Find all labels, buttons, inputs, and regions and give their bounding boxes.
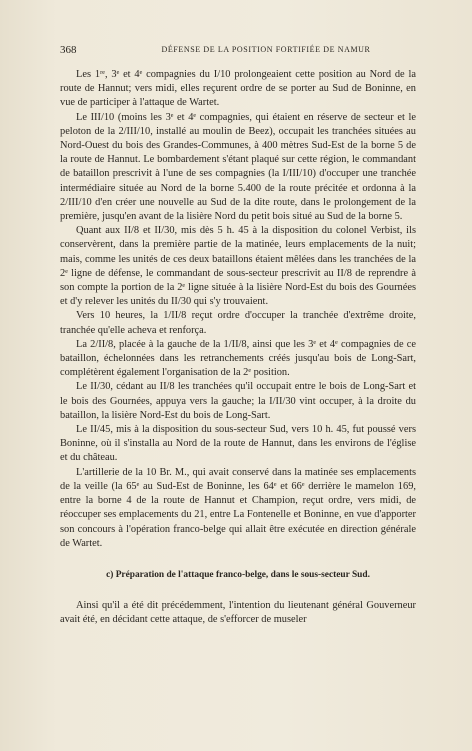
paragraph-2: Le III/10 (moins les 3ᵉ et 4ᵉ compagnies, qui étaient en réserve de secteur et le peloton de la 2/III/10, installé au moulin de Beez), occupait les tranchées situées au Nord-Ouest du bois des Grandes-Communes, à 400 mètres Sud-Est de la borne 5 de la route de Hannut. Le bombardement s'étant plaqué sur cette région, le commandant de bataillon prescrivit à l'une de ses compagnies (la I/III/10) d'occuper une tranchée intermédiaire située au Nord de la borne 5.400 de la route précitée et ordonna à la 2/III/10 d'en créer une nouvelle au Sud de la dite route, dans le prolongement de la première, jusqu'en avant de la lisière Nord du petit bois situé au Sud de la borne 5. <box>60 111 416 223</box>
page-header <box>58 44 414 58</box>
paragraph-4: Vers 10 heures, la 1/II/8 reçut ordre d'occuper la tranchée d'extrême droite, tranchée qu'elle acheva et renforça. <box>60 310 416 336</box>
paragraph-6: Le II/30, cédant au II/8 les tranchées qu'il occupait entre le bois de Long-Sart et le bois des Gournées, appuya vers la gauche; la I/II/30 vint occuper, à la droite du bataillon, la lisière Nord-Est du bois de Long-Sart. <box>60 381 416 421</box>
paragraph-7: Le II/45, mis à la disposition du sous-secteur Sud, vers 10 h. 45, fut poussé vers Boninne, où il s'installa au Nord de la route de Hannut, dans les environs de l'église et du château. <box>60 424 416 464</box>
section-heading: c) Préparation de l'attaque franco-belge, dans le sous-secteur Sud. <box>106 569 370 580</box>
paragraph-8: L'artillerie de la 10 Br. M., qui avait conservé dans la matinée ses emplacements de la veille (la 65ᵉ au Sud-Est de Boninne, les 64ᵉ et 66ᵉ derrière le mamelon 169, entre la borne 4 de la route de Hannut et Champion, reçut ordre, vers midi, de réoccuper ses emplacements du 21, entre La Fontenelle et Boninne, en vue d'apporter son concours à l'opération franco-belge qui allait être exécutée en direction générale de Wartet. <box>60 466 416 549</box>
running-head: DÉFENSE DE LA POSITION FORTIFIÉE DE NAMUR <box>161 45 371 54</box>
page-number: 368 <box>60 44 77 56</box>
paragraph-3: Quant aux II/8 et II/30, mis dès 5 h. 45 à la disposition du colonel Verbist, ils conservèrent, dans la première partie de la matinée, leurs emplacements de la nuit; mais, comme les unités de ces deux bataillons étaient mêlées dans les tranchées de la 2ᵉ ligne de défense, le commandant de sous-secteur prescrivit au II/8 de reprendre à son compte la portion de la 2ᵉ ligne située à la lisière Nord-Est du bois des Gournées et d'y relever les unités du II/30 qui s'y trouvaient. <box>60 225 416 308</box>
paragraph-5: La 2/II/8, placée à la gauche de la 1/II/8, ainsi que les 3ᵉ et 4ᵉ compagnies de ce bataillon, échelonnées dans les retranchements créés jusqu'au bois de Long-Sart, complétèrent également l'organisation de la 2ᵉ position. <box>60 338 416 379</box>
page-body <box>60 68 416 628</box>
paragraph-1: Les 1ʳᵉ, 3ᵉ et 4ᵉ compagnies du I/10 prolongeaient cette position au Nord de la route de Hannut; vers midi, elles reçurent ordre de se porter au Sud de Boninne, en vue de participer à l'attaque de Wartet. <box>60 69 416 109</box>
paragraph-final: Ainsi qu'il a été dit précédemment, l'intention du lieutenant général Gouverneur avait été, en décidant cette attaque, de s'efforcer de museler <box>60 600 416 626</box>
